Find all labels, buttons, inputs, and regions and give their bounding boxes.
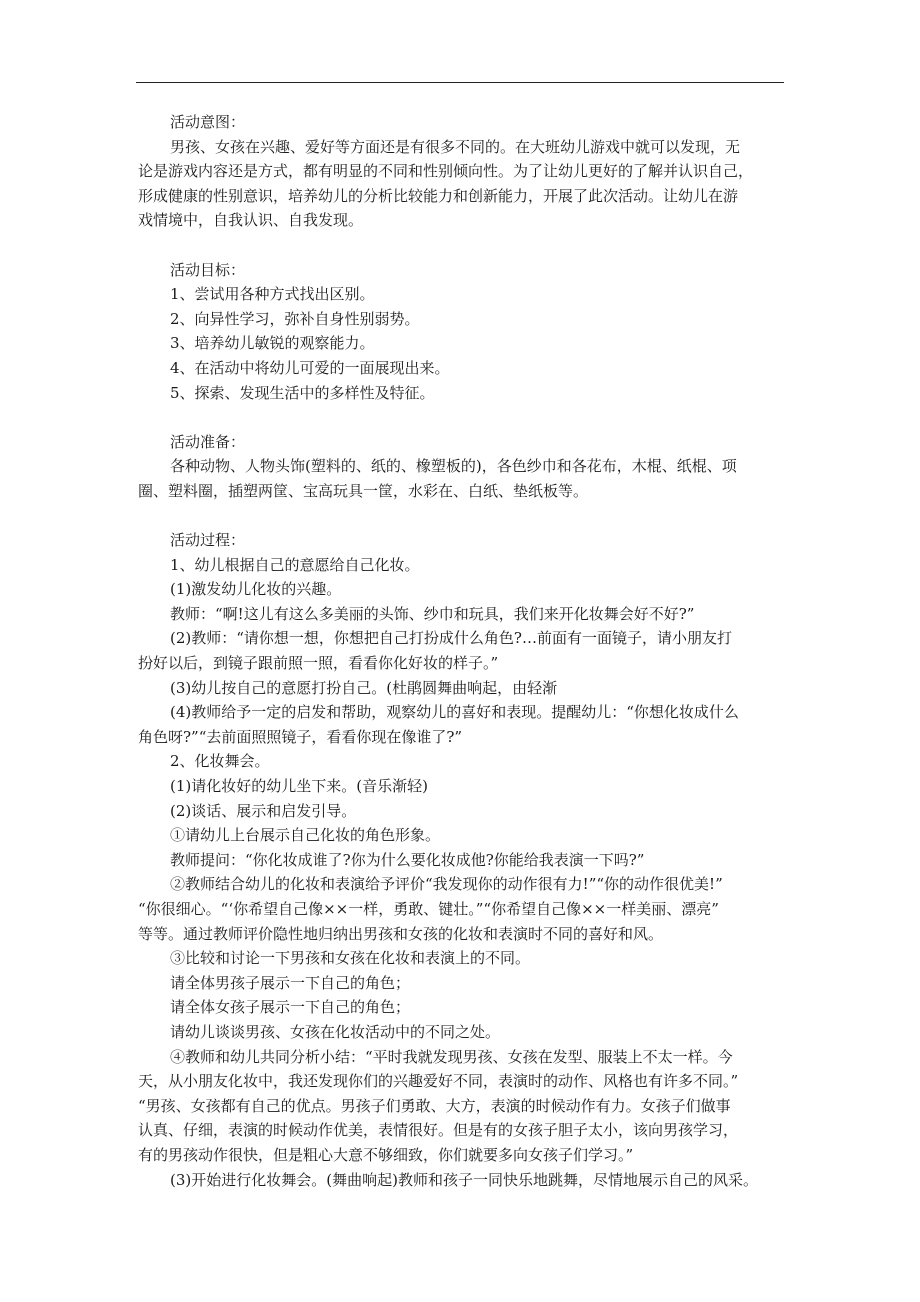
header-rule — [136, 82, 784, 83]
paragraph-line: (4)教师给予一定的启发和帮助，观察幼儿的喜好和表现。提醒幼儿：“你想化妆成什么 — [170, 703, 739, 722]
prep-section — [138, 430, 784, 504]
paragraph-line: (2)谈话、展示和启发引导。 — [170, 801, 357, 820]
section-heading: 活动准备： — [170, 432, 246, 451]
paragraph-line: “你很细心。“‘你希望自己像××一样，勇敢、键壮。”“你希望自己像××一样美丽、漂亮” — [138, 900, 719, 918]
paragraph-line: 请幼儿谈谈男孩、女孩在化妆活动中的不同之处。 — [170, 1022, 501, 1041]
paragraph-line: 认真、仔细，表演的时候动作优美，表情很好。但是有的女孩子胆子太小，该向男孩学习， — [138, 1121, 739, 1140]
list-item: 5、探索、发现生活中的多样性及特征。 — [170, 383, 435, 402]
blank-line — [138, 233, 784, 258]
paragraph-line: 角色呀?”“去前面照照镜子，看看你现在像谁了?” — [138, 727, 463, 746]
blank-line — [138, 405, 784, 430]
paragraph-line: (1)激发幼儿化妆的兴趣。 — [170, 580, 342, 599]
paragraph-line: 各种动物、人物头饰(塑料的、纸的、橡塑板的)，各色纱巾和各花布，木棍、纸棍、项 — [170, 457, 737, 476]
section-heading: 活动意图： — [170, 113, 246, 131]
document-body — [138, 110, 784, 1192]
paragraph-line: 圈、塑料圈，插塑两筐、宝高玩具一筐，水彩在、白纸、垫纸板等。 — [138, 481, 589, 500]
intent-section — [138, 110, 784, 233]
paragraph-line: “男孩、女孩都有自己的优点。男孩子们勇敢、大方，表演的时候动作有力。女孩子们做事 — [138, 1096, 731, 1115]
paragraph-line: 论是游戏内容还是方式，都有明显的不同和性别倾向性。为了让幼儿更好的了解并认识自己， — [138, 162, 754, 181]
process-section — [138, 528, 784, 1192]
section-heading: 活动目标： — [170, 260, 246, 279]
goals-section — [138, 258, 784, 406]
list-item: 4、在活动中将幼儿可爱的一面展现出来。 — [170, 358, 450, 377]
list-item: 3、培养幼儿敏锐的观察能力。 — [170, 334, 375, 353]
list-item: 2、向异性学习，弥补自身性别弱势。 — [170, 309, 420, 328]
paragraph-line: 等等。通过教师评价隐性地归纳出男孩和女孩的化妆和表演时不同的喜好和风。 — [138, 924, 664, 943]
paragraph-line: 1、幼儿根据自己的意愿给自己化妆。 — [170, 555, 420, 574]
paragraph-line: (2)教师：“请你想一想，你想把自己打扮成什么角色?…前面有一面镜子，请小朋友打 — [170, 629, 732, 648]
paragraph-line: 扮好以后，到镜子跟前照一照，看看你化好妆的样子。” — [138, 654, 499, 673]
paragraph-line: ①请幼儿上台展示自己化妆的角色形象。 — [170, 826, 441, 845]
list-item: 1、尝试用各种方式找出区别。 — [170, 285, 375, 304]
paragraph-line: 教师提问：“你化妆成谁了?你为什么要化妆成他?你能给我表演一下吗?” — [170, 850, 645, 869]
blank-line — [138, 504, 784, 529]
paragraph-line: (3)幼儿按自己的意愿打扮自己。(杜鹃圆舞曲响起，由轻渐 — [170, 678, 558, 697]
paragraph-line: 教师：“啊!这儿有这么多美丽的头饰、纱巾和玩具，我们来开化妆舞会好不好?” — [170, 604, 695, 623]
paragraph-line: 2、化妆舞会。 — [170, 752, 270, 771]
paragraph-line: ②教师结合幼儿的化妆和表演给予评价“我发现你的动作很有力!”“你的动作很优美!” — [170, 875, 723, 894]
paragraph-line: ③比较和讨论一下男孩和女孩在化妆和表演上的不同。 — [170, 949, 531, 968]
paragraph-line: 天，从小朋友化妆中，我还发现你们的兴趣爱好不同，表演时的动作、风格也有许多不同。” — [138, 1072, 739, 1091]
paragraph-line: (3)开始进行化妆舞会。(舞曲响起)教师和孩子一同快乐地跳舞，尽情地展示自己的风采。 — [170, 1170, 758, 1189]
paragraph-line: ④教师和幼儿共同分析小结：“平时我就发现男孩、女孩在发型、服装上不太一样。今 — [170, 1047, 733, 1066]
section-heading: 活动过程： — [170, 531, 246, 550]
paragraph-line: (1)请化妆好的幼儿坐下来。(音乐渐轻) — [170, 777, 428, 796]
paragraph-line: 请全体女孩子展示一下自己的角色； — [170, 998, 411, 1017]
paragraph-line: 请全体男孩子展示一下自己的角色； — [170, 973, 411, 992]
paragraph-line: 形成健康的性别意识，培养幼儿的分析比较能力和创新能力，开展了此次活动。让幼儿在游 — [138, 186, 739, 205]
paragraph-line: 戏情境中，自我认识、自我发现。 — [138, 211, 364, 230]
paragraph-line: 有的男孩动作很快，但是粗心大意不够细致，你们就要多向女孩子们学习。” — [138, 1145, 634, 1164]
paragraph-line: 男孩、女孩在兴趣、爱好等方面还是有很多不同的。在大班幼儿游戏中就可以发现，无 — [170, 137, 741, 156]
